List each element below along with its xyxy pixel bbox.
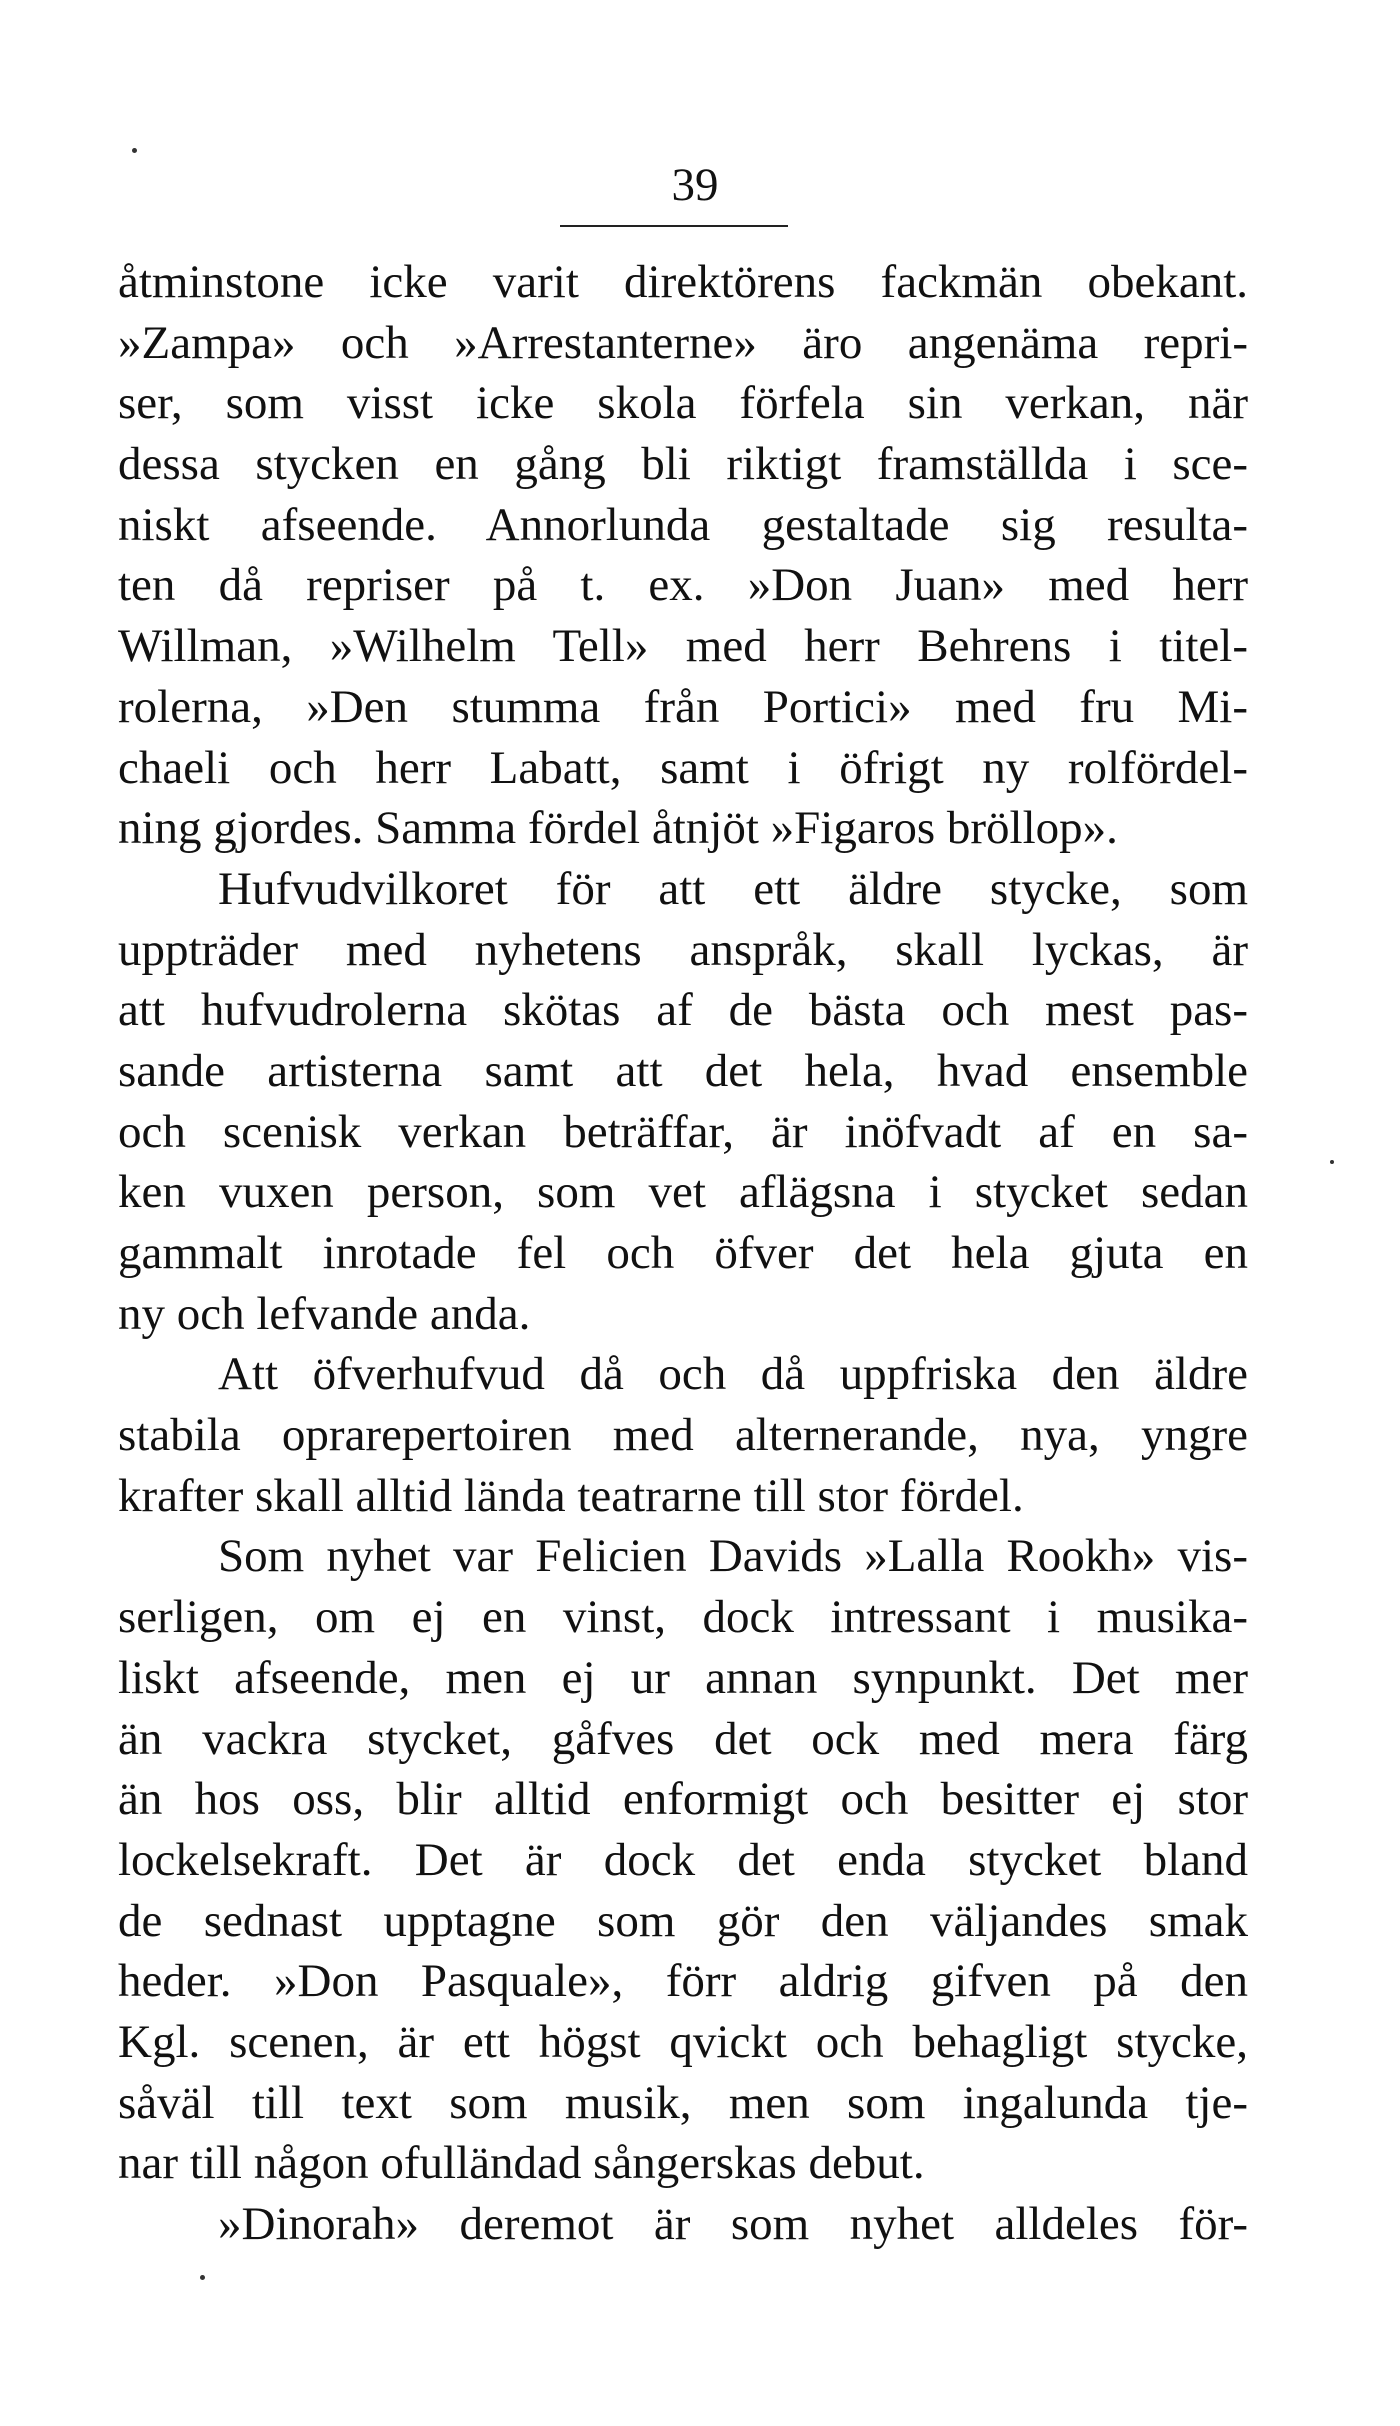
page-number: 39 — [671, 159, 719, 211]
text-line: lockelsekraft. Det är dock det enda stycket bland — [118, 1833, 1248, 1886]
text-line: än vackra stycket, gåfves det ock med mera färg — [118, 1712, 1248, 1765]
print-speck — [1330, 1160, 1334, 1164]
text-line: serligen, om ej en vinst, dock intressant i musika- — [118, 1591, 1248, 1644]
text-line: niskt afseende. Annorlunda gestaltade sig resulta- — [118, 498, 1248, 551]
text-line: »Dinorah» deremot är som nyhet alldeles för- — [218, 2198, 1248, 2250]
text-line: chaeli och herr Labatt, samt i öfrigt ny rolfördel- — [118, 741, 1248, 794]
text-line: Willman, »Wilhelm Tell» med herr Behrens i titel- — [118, 620, 1248, 673]
text-line: ken vuxen person, som vet aflägsna i stycket sedan — [118, 1166, 1248, 1219]
print-speck — [132, 148, 137, 153]
print-speck — [200, 2275, 205, 2280]
text-line: de sednast upptagne som gör den väljandes smak — [118, 1894, 1248, 1947]
text-line: ning gjordes. Samma fördel åtnjöt »Figaros bröllop». — [118, 802, 1118, 855]
text-line: liskt afseende, men ej ur annan synpunkt. Det mer — [118, 1651, 1248, 1704]
text-line: nar till någon ofulländad sångerskas debut. — [118, 2137, 925, 2190]
text-line: gammalt inrotade fel och öfver det hela gjuta en — [118, 1227, 1248, 1279]
text-line: uppträder med nyhetens anspråk, skall lyckas, är — [118, 923, 1248, 976]
text-line: än hos oss, blir alltid enformigt och besitter ej stor — [118, 1773, 1248, 1826]
text-line: stabila oprarepertoiren med alternerande, nya, yngre — [118, 1409, 1248, 1462]
body-text — [118, 252, 1248, 2255]
text-line: ten då repriser på t. ex. »Don Juan» med herr — [118, 559, 1248, 612]
text-line: ny och lefvande anda. — [118, 1287, 531, 1340]
text-line: Kgl. scenen, är ett högst qvickt och behagligt stycke, — [118, 2015, 1248, 2068]
text-line: sande artisterna samt att det hela, hvad ensemble — [118, 1044, 1248, 1097]
text-line: ser, som visst icke skola förfela sin verkan, när — [118, 377, 1248, 430]
text-line: såväl till text som musik, men som ingalunda tje- — [118, 2076, 1248, 2129]
text-line: dessa stycken en gång bli riktigt framställda i sce- — [118, 438, 1248, 491]
text-line: och scenisk verkan beträffar, är inöfvadt af en sa- — [118, 1105, 1248, 1158]
text-line: rolerna, »Den stumma från Portici» med fru Mi- — [118, 680, 1248, 733]
text-line: Som nyhet var Felicien Davids »Lalla Rookh» vis- — [218, 1530, 1248, 1583]
text-line: att hufvudrolerna skötas af de bästa och mest pas- — [118, 984, 1248, 1037]
header-rule — [560, 225, 788, 227]
text-line: åtminstone icke varit direktörens fackmän obekant. — [118, 256, 1248, 308]
text-line: Att öfverhufvud då och då uppfriska den äldre — [218, 1348, 1248, 1401]
text-line: »Zampa» och »Arrestanterne» äro angenäma repri- — [118, 316, 1248, 369]
text-line: heder. »Don Pasquale», förr aldrig gifven på den — [118, 1955, 1248, 2008]
text-line: krafter skall alltid lända teatrarne till stor fördel. — [118, 1469, 1024, 1522]
text-line: Hufvudvilkoret för att ett äldre stycke, som — [218, 862, 1248, 915]
